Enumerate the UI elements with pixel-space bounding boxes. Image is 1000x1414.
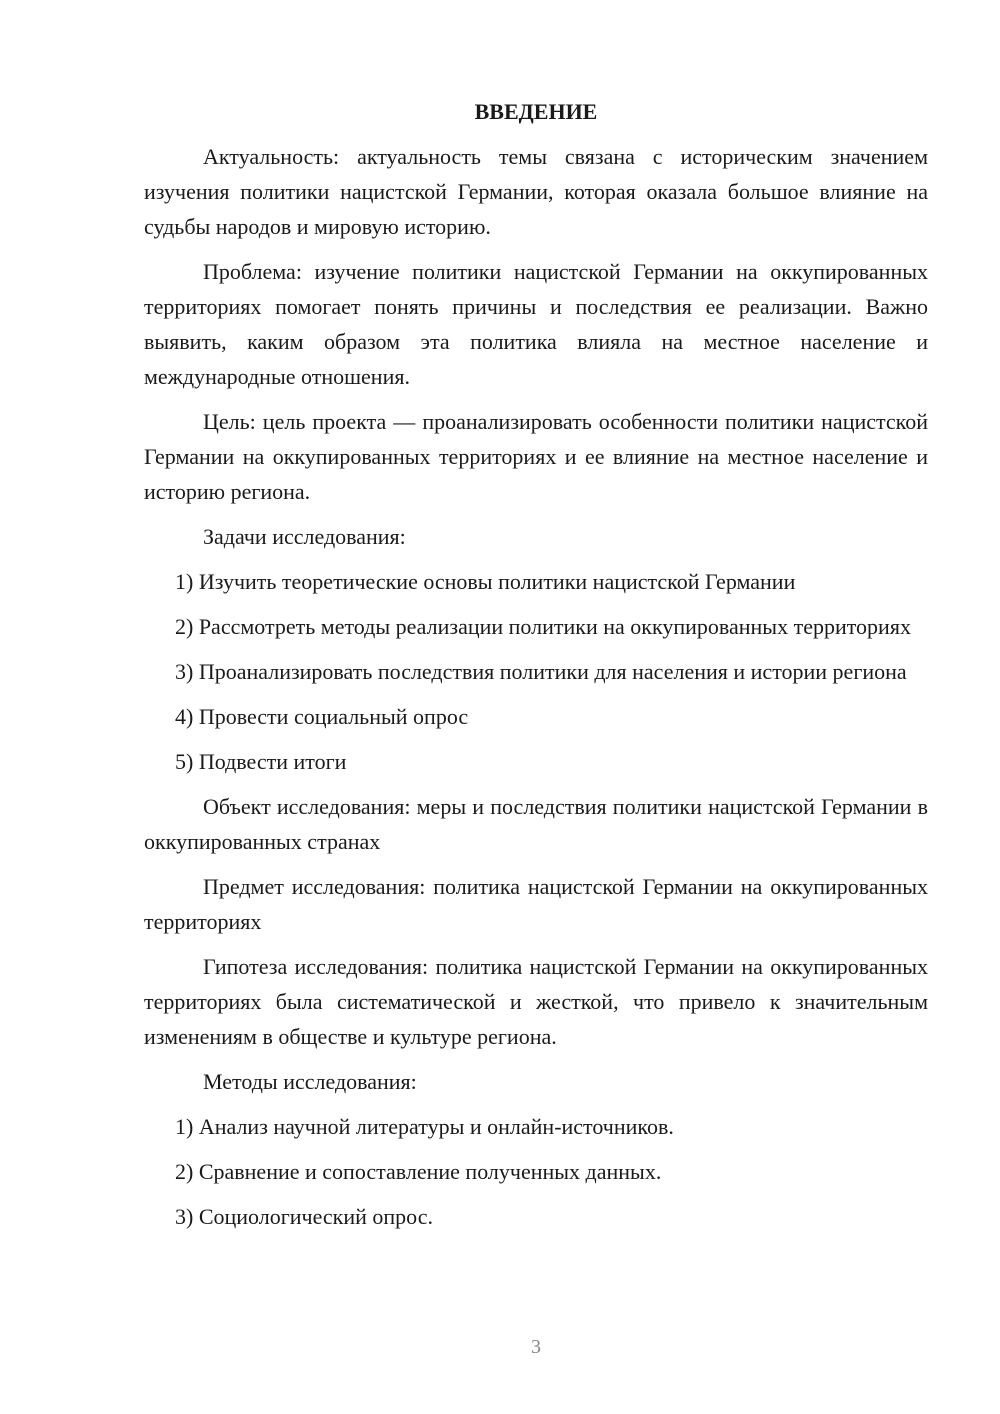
section-title: ВВЕДЕНИЕ [474,99,598,124]
task-item: 4) Провести социальный опрос [175,704,469,729]
task-item: 1) Изучить теоретические основы политики нацистской Германии [175,569,796,594]
method-item: 3) Социологический опрос. [175,1204,433,1229]
page-content [144,94,928,1244]
methods-heading: Методы исследования: [203,1069,417,1094]
task-item: 5) Подвести итоги [175,749,347,774]
method-item: 2) Сравнение и сопоставление полученных данных. [175,1159,662,1184]
page-number: 3 [531,1336,541,1358]
relevance-paragraph: Актуальность: актуальность темы связана с историческим значением изучения политики нацистской Германии, которая оказала большое влияние на судьбы народов и мировую историю. [144,144,928,239]
goal-paragraph: Цель: цель проекта — проанализировать особенности политики нацистской Германии на оккупированных территориях и ее влияние на местное население и историю региона. [144,409,928,504]
task-item: 3) Проанализировать последствия политики для населения и истории региона [175,659,907,684]
hypothesis-paragraph: Гипотеза исследования: политика нацистской Германии на оккупированных территориях была систематической и жесткой, что привело к значительным изменениям в обществе и культуре региона. [144,954,928,1049]
method-item: 1) Анализ научной литературы и онлайн-источников. [175,1114,674,1139]
object-paragraph: Объект исследования: меры и последствия политики нацистской Германии в оккупированных странах [144,794,928,854]
problem-paragraph: Проблема: изучение политики нацистской Германии на оккупированных территориях помогает понять причины и последствия ее реализации. Важно выявить, каким образом эта политика влияла на местное население и международные отношения. [144,259,928,389]
task-item: 2) Рассмотреть методы реализации политики на оккупированных территориях [175,614,911,639]
tasks-heading: Задачи исследования: [203,524,406,549]
subject-paragraph: Предмет исследования: политика нацистской Германии на оккупированных территориях [144,874,928,934]
